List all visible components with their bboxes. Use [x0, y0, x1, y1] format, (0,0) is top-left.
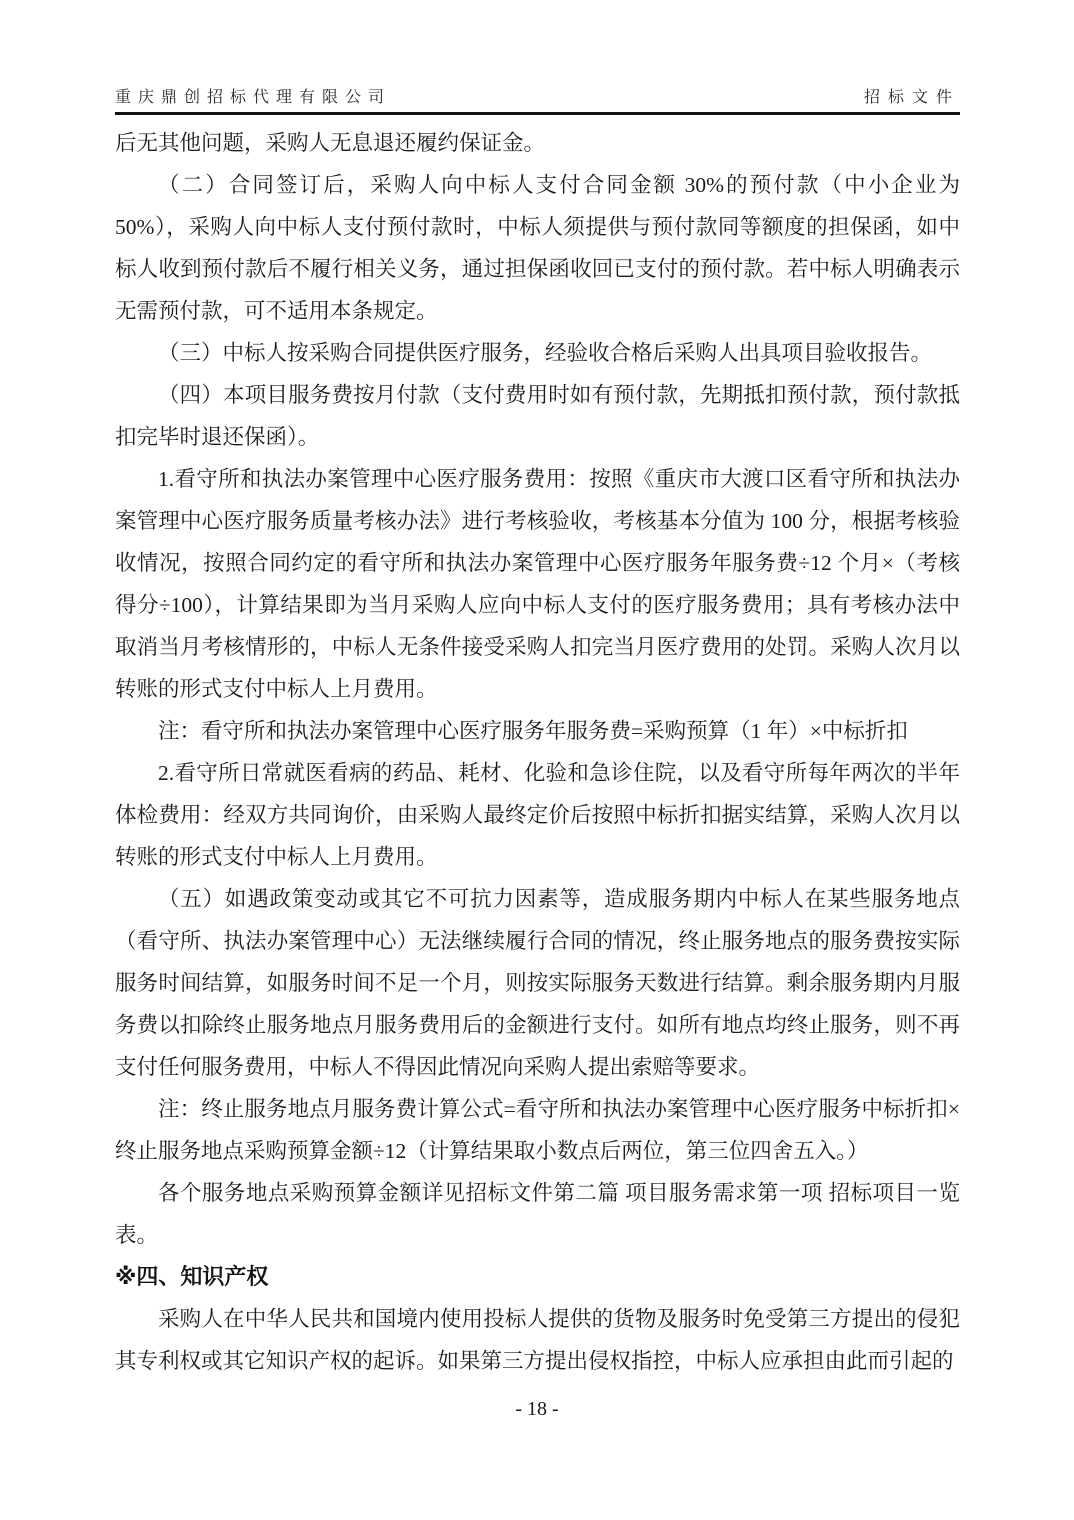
- body-paragraph: （四）本项目服务费按月付款（支付费用时如有预付款，先期抵扣预付款，预付款抵扣完毕时退还保函）。: [115, 383, 960, 449]
- body-paragraph: 采购人在中华人民共和国境内使用投标人提供的货物及服务时免受第三方提出的侵犯其专利权或其它知识产权的起诉。如果第三方提出侵权指控，中标人应承担由此而引起的: [115, 1307, 960, 1373]
- body-paragraph: （五）如遇政策变动或其它不可抗力因素等，造成服务期内中标人在某些服务地点（看守所、执法办案管理中心）无法继续履行合同的情况，终止服务地点的服务费按实际服务时间结算，如服务时间不足一个月，则按实际服务天数进行结算。剩余服务期内月服务费以扣除终止服务地点月服务费用后的金额进行支付。如所有地点均终止服务，则不再支付任何服务费用，中标人不得因此情况向采购人提出索赔等要求。: [115, 887, 960, 1079]
- page-header: [115, 84, 960, 107]
- header-company-name: 重庆鼎创招标代理有限公司: [115, 89, 392, 106]
- page-footer: [0, 1398, 1074, 1421]
- body-paragraph: 各个服务地点采购预算金额详见招标文件第二篇 项目服务需求第一项 招标项目一览表。: [115, 1181, 960, 1247]
- body-paragraph: 注：看守所和执法办案管理中心医疗服务年服务费=采购预算（1 年）×中标折扣: [158, 719, 908, 743]
- header-doc-label: 招标文件: [863, 89, 960, 106]
- header-rule: [115, 112, 960, 115]
- body-paragraph: 后无其他问题，采购人无息退还履约保证金。: [115, 131, 546, 155]
- body-paragraph: （三）中标人按采购合同提供医疗服务，经验收合格后采购人出具项目验收报告。: [158, 341, 933, 365]
- page-number: - 18 -: [515, 1398, 559, 1420]
- body-paragraph: （二）合同签订后，采购人向中标人支付合同金额 30%的预付款（中小企业为 50%），采购人向中标人支付预付款时，中标人须提供与预付款同等额度的担保函，如中标人收到预付款后不履行相关义务，通过担保函收回已支付的预付款。若中标人明确表示无需预付款，可不适用本条规定。: [115, 173, 960, 323]
- document-body: [115, 122, 960, 1382]
- body-paragraph: 2.看守所日常就医看病的药品、耗材、化验和急诊住院，以及看守所每年两次的半年体检费用：经双方共同询价，由采购人最终定价后按照中标折扣据实结算，采购人次月以转账的形式支付中标人上月费用。: [115, 761, 960, 869]
- body-paragraph: 1.看守所和执法办案管理中心医疗服务费用：按照《重庆市大渡口区看守所和执法办案管理中心医疗服务质量考核办法》进行考核验收，考核基本分值为 100 分，根据考核验收情况，按照合同约定的看守所和执法办案管理中心医疗服务年服务费÷12 个月×（考核得分÷100），计算结果即为当月采购人应向中标人支付的医疗服务费用；具有考核办法中取消当月考核情形的，中标人无条件接受采购人扣完当月医疗费用的处罚。采购人次月以转账的形式支付中标人上月费用。: [115, 467, 960, 701]
- section-heading: ※四、知识产权: [115, 1264, 269, 1289]
- body-paragraph: 注：终止服务地点月服务费计算公式=看守所和执法办案管理中心医疗服务中标折扣×终止服务地点采购预算金额÷12（计算结果取小数点后两位，第三位四舍五入。）: [115, 1097, 960, 1163]
